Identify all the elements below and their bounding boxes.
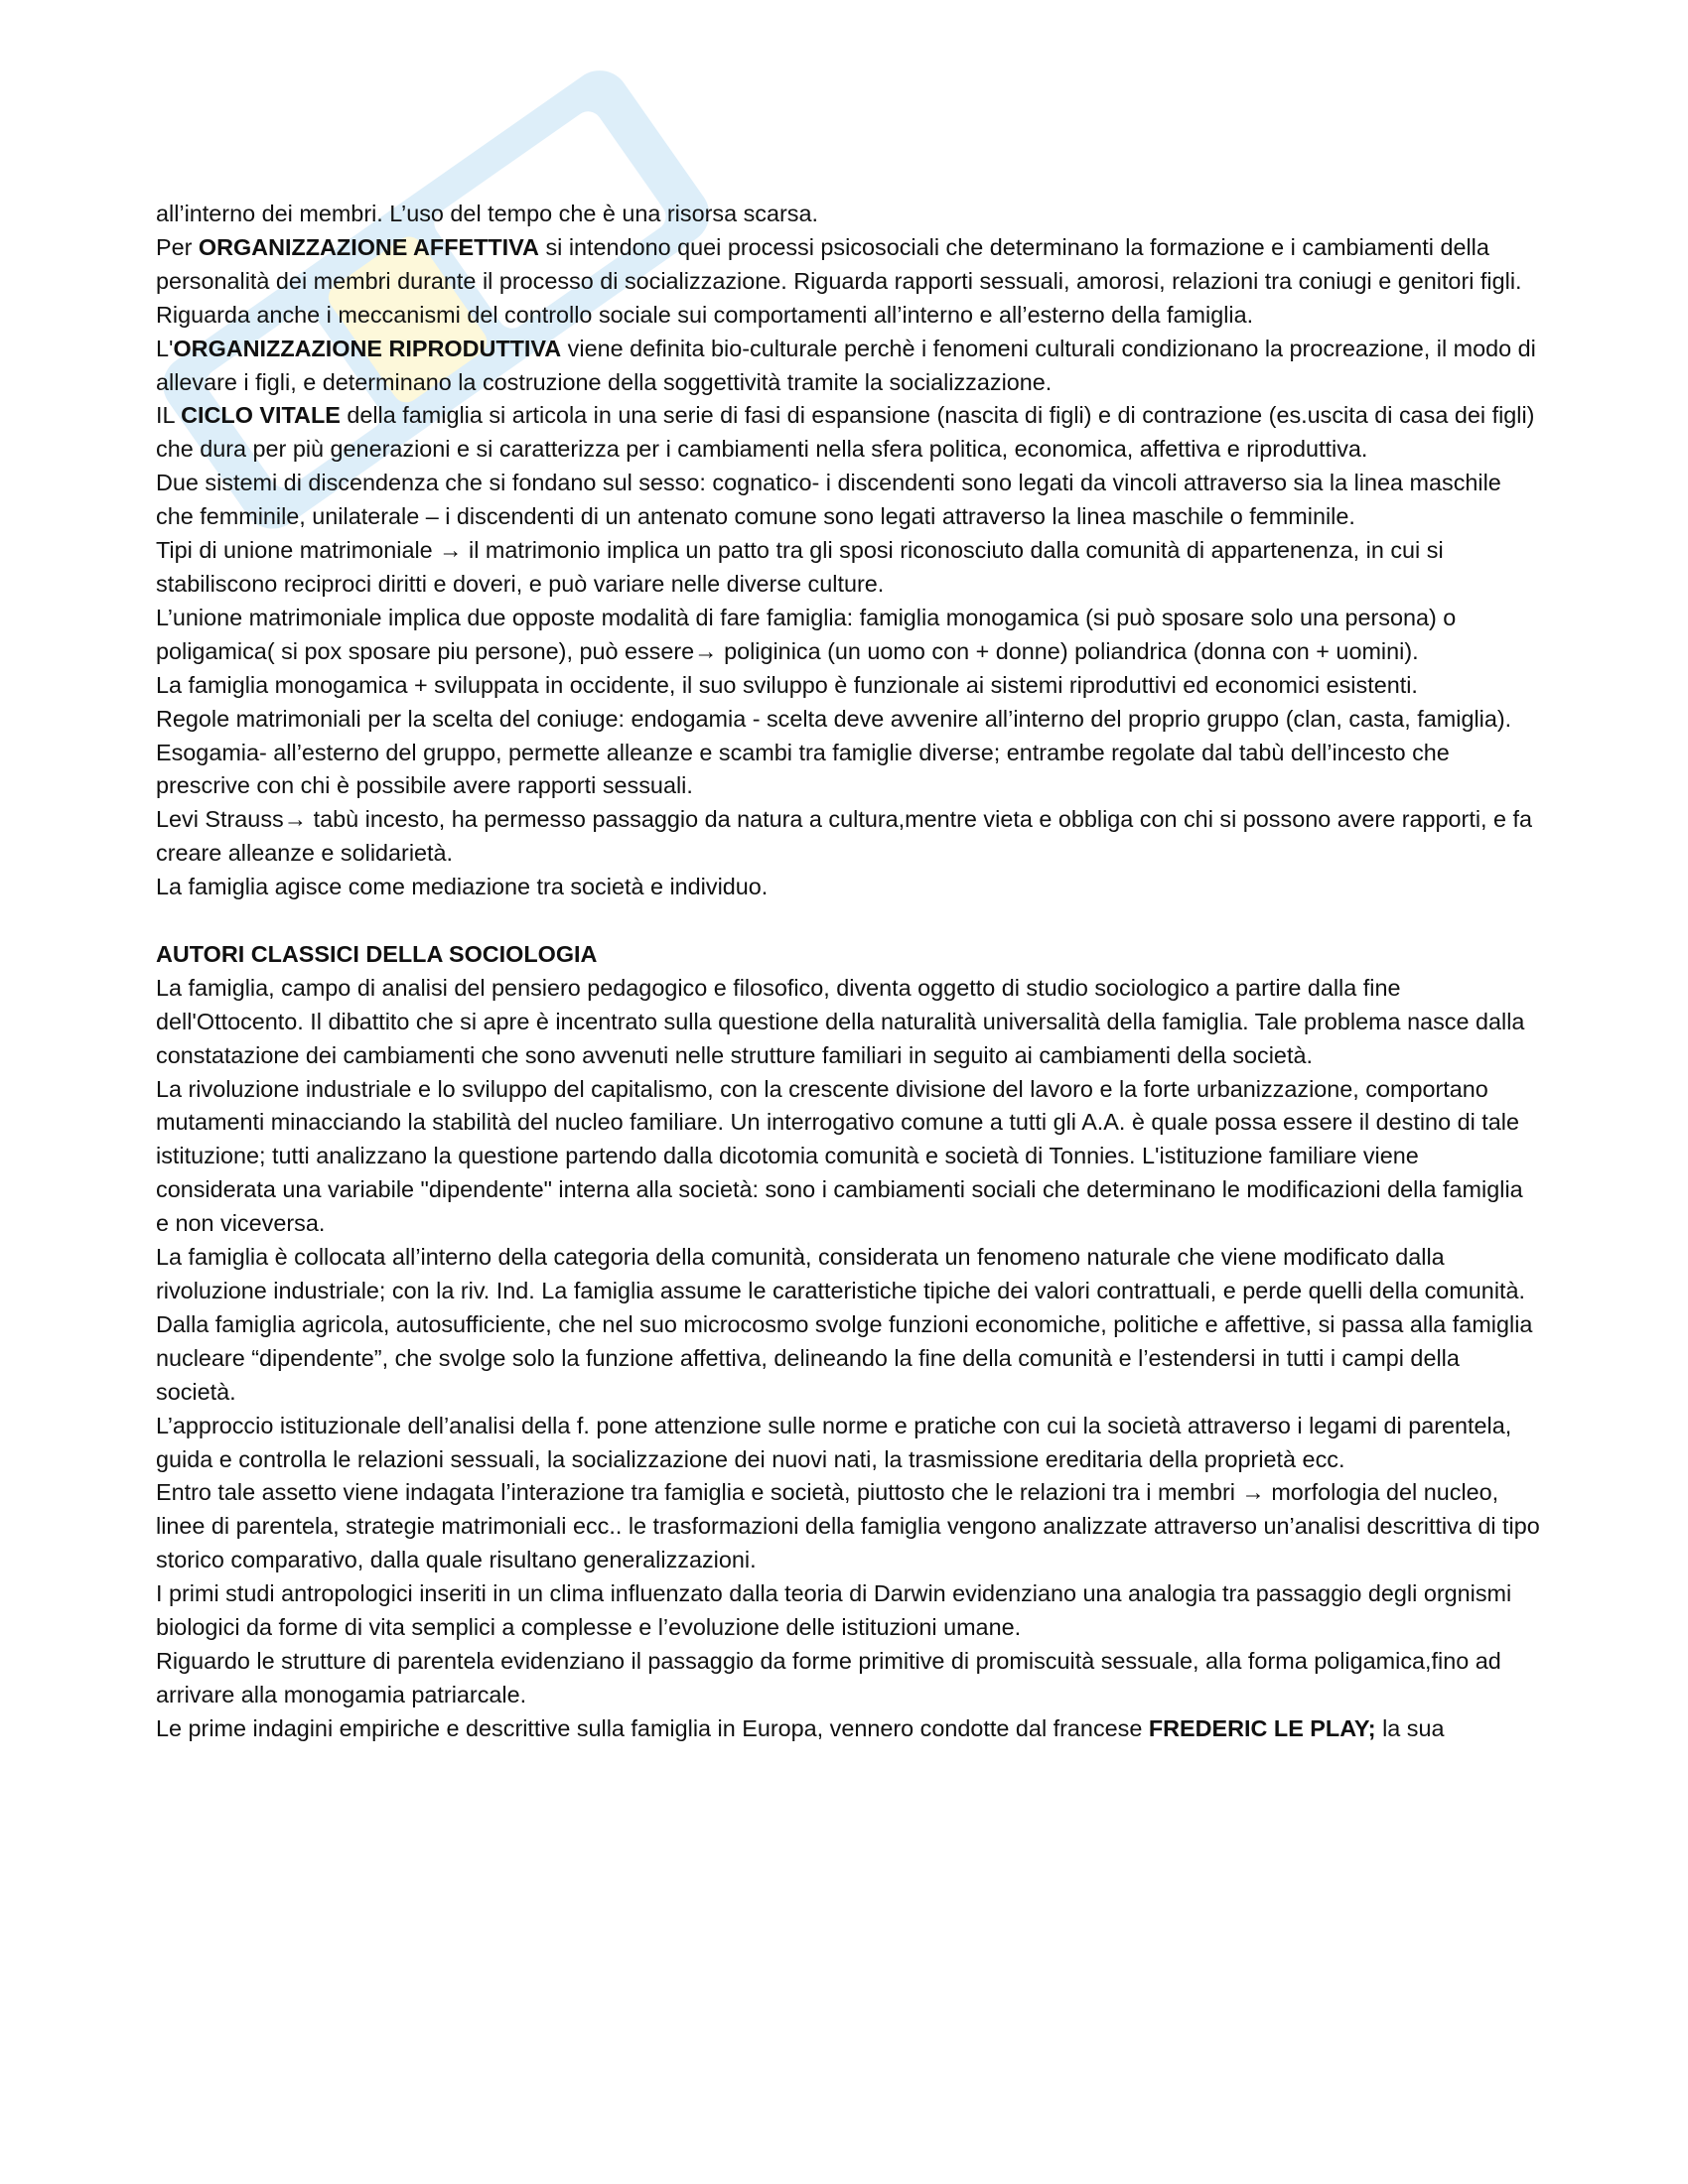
paragraph (156, 231, 1541, 333)
document-body (156, 198, 1541, 1746)
text-run: La famiglia monogamica + sviluppata in occidente, il suo sviluppo è funzionale ai sistemi riproduttivi ed economici esistenti. (156, 671, 1418, 698)
text-run: L’unione matrimoniale implica due opposte modalità di fare famiglia: famiglia monogamica (si può sposare solo una persona) o poligamica( si pox sposare piu persone), può essere→ poliginica (un uomo con + donne) poliandrica (donna con + uomini). (156, 604, 1457, 664)
text-run: La famiglia, campo di analisi del pensiero pedagogico e filosofico, diventa oggetto di studio sociologico a partire dalla fine dell'Ottocento. Il dibattito che si apre è incentrato sulla questione della naturalità universalità della famiglia. Tale problema nasce dalla constatazione dei cambiamenti che sono avvenuti nelle strutture familiari in seguito ai cambiamenti della società. (156, 974, 1525, 1068)
text-run: Per (156, 233, 199, 260)
paragraph (156, 871, 1541, 904)
bold-term: AUTORI CLASSICI DELLA SOCIOLOGIA (156, 940, 598, 967)
text-run: si intendono quei processi psicosociali che determinano la formazione e i cambiamenti della personalità dei membri durante il processo di socializzazione. Riguarda rapporti sessuali, amorosi, relazioni tra coniugi e genitori figli. Riguarda anche i meccanismi del controllo sociale sui comportamenti all’interno e all’esterno della famiglia. (156, 233, 1522, 328)
bold-term: CICLO VITALE (181, 402, 341, 429)
paragraph (156, 1577, 1541, 1645)
paragraph (156, 803, 1541, 871)
text-run: Le prime indagini empiriche e descrittive sulla famiglia in Europa, vennero condotte dal francese (156, 1714, 1149, 1741)
paragraph (156, 1645, 1541, 1712)
paragraph (156, 1241, 1541, 1308)
bold-term: ORGANIZZAZIONE RIPRODUTTIVA (173, 335, 562, 361)
paragraph-spacer (156, 904, 1541, 938)
section-heading (156, 938, 1541, 972)
paragraph (156, 467, 1541, 534)
text-run: la sua (1375, 1714, 1445, 1741)
text-run: La famiglia è collocata all’interno della categoria della comunità, considerata un fenomeno naturale che viene modificato dalla rivoluzione industriale; con la riv. Ind. La famiglia assume le caratteristiche tipiche dei valori contrattuali, e perde quelli della comunità. (156, 1244, 1526, 1303)
text-run: Regole matrimoniali per la scelta del coniuge: endogamia - scelta deve avvenire all’interno del proprio gruppo (clan, casta, famiglia). Esogamia- all’esterno del gruppo, permette alleanze e scambi tra famiglie diverse; entrambe regolate dal tabù dell’incesto che prescrive con chi è possibile avere rapporti sessuali. (156, 705, 1512, 799)
text-run: I primi studi antropologici inseriti in un clima influenzato dalla teoria di Darwin evidenziano una analogia tra passaggio degli orgnismi biologici da forme di vita semplici a complesse e l’evoluzione delle istituzioni umane. (156, 1580, 1512, 1641)
paragraph (156, 534, 1541, 602)
paragraph (156, 703, 1541, 804)
text-run: all’interno dei membri. L’uso del tempo che è una risorsa scarsa. (156, 201, 818, 226)
paragraph (156, 198, 1541, 231)
text-run: L' (156, 335, 174, 361)
text-run: della famiglia si articola in una serie di fasi di espansione (nascita di figli) e di contrazione (es.uscita di casa dei figli) che dura per più generazioni e si caratterizza per i cambiamenti nella sfera politica, economica, affettiva e riproduttiva. (156, 402, 1535, 463)
text-run: Tipi di unione matrimoniale → il matrimonio implica un patto tra gli sposi riconosciuto dalla comunità di appartenenza, in cui si stabiliscono reciproci diritti e doveri, e può variare nelle diverse culture. (156, 537, 1444, 597)
text-run: Entro tale assetto viene indagata l’interazione tra famiglia e società, piuttosto che le relazioni tra i membri → morfologia del nucleo, linee di parentela, strategie matrimoniali ecc.. le trasformazioni della famiglia vengono analizzate attraverso un’analisi descrittiva di tipo storico comparativo, dalla quale risultano generalizzazioni. (156, 1479, 1540, 1573)
text-run: IL (156, 402, 182, 429)
paragraph (156, 1712, 1541, 1746)
text-run: Levi Strauss→ tabù incesto, ha permesso passaggio da natura a cultura,mentre vieta e obbliga con chi si possono avere rapporti, e fa creare alleanze e solidarietà. (156, 806, 1533, 867)
text-run: L’approccio istituzionale dell’analisi della f. pone attenzione sulle norme e pratiche con cui la società attraverso i legami di parentela, guida e controlla le relazioni sessuali, la socializzazione dei nuovi nati, la trasmissione ereditaria della proprietà ecc. (156, 1412, 1512, 1472)
paragraph (156, 399, 1541, 467)
text-run: La rivoluzione industriale e lo sviluppo del capitalismo, con la crescente divisione del lavoro e la forte urbanizzazione, comportano mutamenti minacciando la stabilità del nucleo familiare. Un interrogativo comune a tutti gli A.A. è quale possa essere il destino di tale istituzione; tutti analizzano la questione partendo dalla dicotomia comunità e società di Tonnies. L'istituzione familiare viene considerata una variabile "dipendente" interna alla società: sono i cambiamenti sociali che determinano le modificazioni della famiglia e non viceversa. (156, 1075, 1523, 1237)
paragraph (156, 333, 1541, 400)
text-run: Due sistemi di discendenza che si fondano sul sesso: cognatico- i discendenti sono legati da vincoli attraverso sia la linea maschile che femminile, unilaterale – i discendenti di un antenato comune sono legati attraverso la linea maschile o femminile. (156, 470, 1501, 530)
bold-term: ORGANIZZAZIONE AFFETTIVA (198, 233, 539, 260)
paragraph (156, 972, 1541, 1073)
paragraph (156, 1476, 1541, 1577)
paragraph (156, 1073, 1541, 1242)
text-run: La famiglia agisce come mediazione tra società e individuo. (156, 874, 769, 900)
text-run: Dalla famiglia agricola, autosufficiente, che nel suo microcosmo svolge funzioni economiche, politiche e affettive, si passa alla famiglia nucleare “dipendente”, che svolge solo la funzione affettiva, delineando la fine della comunità e l’estendersi in tutti i campi della società. (156, 1310, 1533, 1405)
paragraph (156, 602, 1541, 669)
paragraph (156, 1410, 1541, 1477)
bold-term: FREDERIC LE PLAY; (1148, 1714, 1376, 1741)
text-run: Riguardo le strutture di parentela evidenziano il passaggio da forme primitive di promiscuità sessuale, alla forma poligamica,fino ad arrivare alla monogamia patriarcale. (156, 1647, 1501, 1707)
paragraph (156, 669, 1541, 703)
paragraph (156, 1308, 1541, 1410)
text-run: viene definita bio-culturale perchè i fenomeni culturali condizionano la procreazione, il modo di allevare i figli, e determinano la costruzione della soggettività tramite la socializzazione. (156, 335, 1536, 395)
